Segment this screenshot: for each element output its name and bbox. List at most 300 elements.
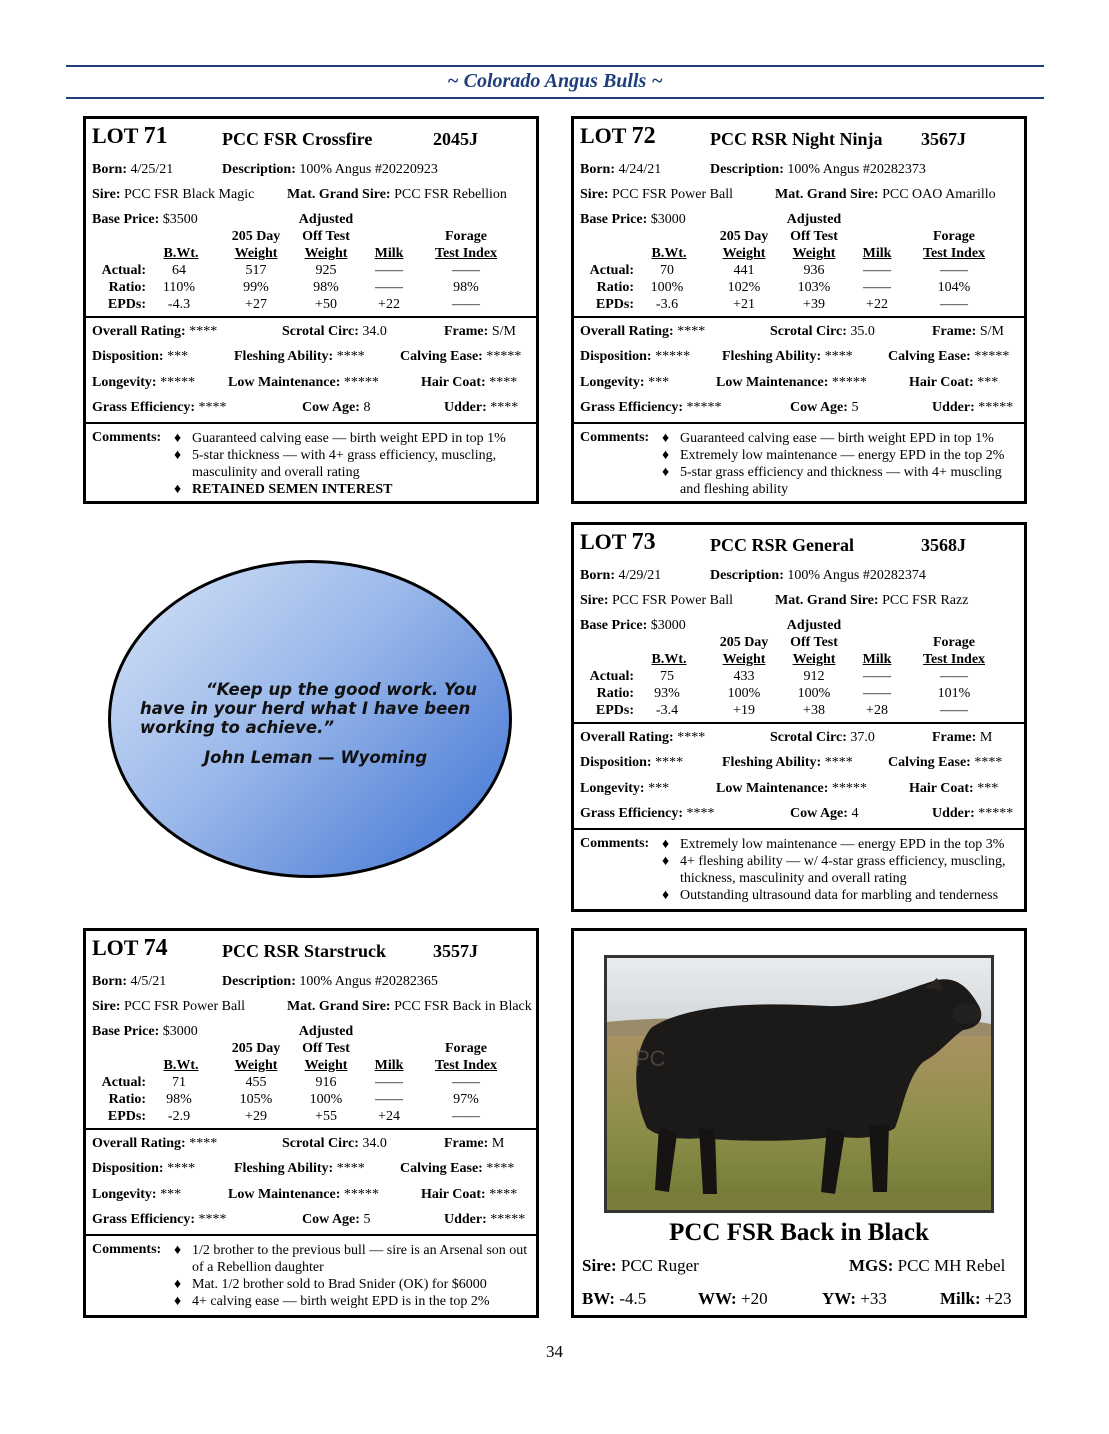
col-bwt: B.Wt. bbox=[163, 246, 199, 261]
rating-value: **** bbox=[489, 375, 518, 390]
rating-overall bbox=[92, 324, 217, 340]
rating-scrotal bbox=[282, 324, 387, 340]
rating-label: Frame: bbox=[444, 324, 489, 339]
rating-value: **** bbox=[189, 324, 218, 339]
rating-value: **** bbox=[198, 1212, 227, 1227]
cell-ratio: 101% bbox=[937, 686, 971, 701]
col-milk: Milk bbox=[862, 246, 892, 261]
rating-fleshing bbox=[722, 755, 853, 771]
cell-epds: +21 bbox=[733, 297, 755, 312]
rating-value: 35.0 bbox=[850, 324, 875, 339]
rating-value: *** bbox=[167, 349, 189, 364]
sire-label: Sire: bbox=[92, 999, 121, 1014]
base-price-value: $3000 bbox=[650, 212, 686, 227]
cell-actual: 75 bbox=[660, 669, 674, 684]
rating-label: Longevity: bbox=[580, 781, 645, 796]
divider bbox=[86, 422, 536, 424]
rating-hair-coat bbox=[909, 375, 998, 391]
rating-fleshing bbox=[722, 349, 853, 365]
sire-label: Sire: bbox=[580, 593, 609, 608]
col-bwt: B.Wt. bbox=[163, 1058, 199, 1073]
col-milk: Milk bbox=[374, 246, 404, 261]
comments-list bbox=[662, 430, 1022, 498]
col-adjusted: Adjusted bbox=[786, 618, 842, 633]
rating-label: Overall Rating: bbox=[92, 324, 186, 339]
col-adjusted-bottom: Weight bbox=[304, 246, 348, 261]
cell-epds: -2.9 bbox=[167, 1109, 191, 1124]
rating-scrotal bbox=[770, 324, 875, 340]
rating-label: Udder: bbox=[932, 806, 975, 821]
description bbox=[222, 162, 438, 178]
cell-epds: +22 bbox=[866, 297, 888, 312]
divider bbox=[86, 1234, 536, 1236]
rating-value: ***** bbox=[655, 349, 691, 364]
cell-actual: 70 bbox=[660, 263, 674, 278]
lot-card bbox=[571, 116, 1027, 504]
rating-value: ***** bbox=[343, 375, 379, 390]
rating-value: *** bbox=[160, 1187, 182, 1202]
sire bbox=[92, 187, 254, 203]
rating-label: Scrotal Circ: bbox=[770, 730, 847, 745]
divider bbox=[86, 1128, 536, 1130]
comment-item bbox=[174, 1242, 534, 1276]
rating-udder bbox=[932, 400, 1013, 416]
sire-value: PCC FSR Power Ball bbox=[612, 593, 733, 608]
rating-value: ***** bbox=[490, 1212, 526, 1227]
rating-label: Overall Rating: bbox=[580, 730, 674, 745]
rating-value: ***** bbox=[974, 349, 1010, 364]
description-value: 100% Angus #20282374 bbox=[787, 568, 926, 583]
rating-longevity bbox=[580, 781, 669, 797]
rating-value: S/M bbox=[979, 324, 1004, 339]
base-price bbox=[92, 1024, 198, 1040]
cell-epds: +22 bbox=[378, 297, 400, 312]
comment-text: RETAINED SEMEN INTEREST bbox=[192, 482, 393, 497]
col-forage-bottom: Test Index bbox=[922, 652, 986, 667]
rating-label: Fleshing Ability: bbox=[234, 1161, 334, 1176]
rating-value: **** bbox=[336, 349, 365, 364]
cell-ratio: 97% bbox=[453, 1092, 479, 1107]
feature-sire-value: PCC Ruger bbox=[620, 1256, 699, 1275]
rating-value: 5 bbox=[851, 400, 859, 415]
cell-epds: +27 bbox=[245, 297, 267, 312]
col-forage-top: Forage bbox=[445, 229, 487, 244]
row-label-ratio: Ratio: bbox=[596, 280, 634, 295]
rating-label: Scrotal Circ: bbox=[770, 324, 847, 339]
comments-label: Comments: bbox=[92, 430, 162, 445]
testimonial-author: John Leman — Wyoming bbox=[204, 748, 428, 767]
rating-grass bbox=[580, 400, 722, 416]
row-label-epds: EPDs: bbox=[107, 1109, 146, 1124]
rating-label: Low Maintenance: bbox=[228, 1187, 341, 1202]
rating-label: Disposition: bbox=[92, 1161, 164, 1176]
sire-value: PCC FSR Power Ball bbox=[124, 999, 245, 1014]
cell-epds: +19 bbox=[733, 703, 755, 718]
rating-label: Scrotal Circ: bbox=[282, 324, 359, 339]
cell-actual: —— bbox=[940, 263, 968, 278]
col-forage-bottom: Test Index bbox=[434, 246, 498, 261]
bull-tag: 3567J bbox=[921, 129, 966, 149]
rating-cow-age bbox=[790, 400, 858, 416]
comment-item bbox=[662, 430, 1022, 447]
feature-sire bbox=[582, 1256, 699, 1276]
feature-mgs-label: MGS: bbox=[849, 1256, 894, 1275]
rating-value: 34.0 bbox=[362, 324, 387, 339]
rating-value: ***** bbox=[831, 375, 867, 390]
rating-label: Fleshing Ability: bbox=[722, 755, 822, 770]
cell-actual: —— bbox=[863, 263, 891, 278]
rating-value: M bbox=[979, 730, 993, 745]
rating-value: **** bbox=[677, 324, 706, 339]
sire-label: Sire: bbox=[92, 187, 121, 202]
col-adjusted-bottom: Weight bbox=[304, 1058, 348, 1073]
col-adjusted: Adjusted bbox=[786, 212, 842, 227]
comments-label: Comments: bbox=[580, 836, 650, 851]
cell-actual: —— bbox=[375, 1075, 403, 1090]
cell-actual: 936 bbox=[803, 263, 825, 278]
cell-ratio: 100% bbox=[650, 280, 684, 295]
base-price bbox=[580, 212, 686, 228]
feature-mgs bbox=[849, 1256, 1005, 1276]
row-label-epds: EPDs: bbox=[595, 703, 634, 718]
born-value: 4/24/21 bbox=[618, 162, 662, 177]
feature-milk bbox=[940, 1289, 1011, 1309]
sire-label: Sire: bbox=[580, 187, 609, 202]
comment-text: 4+ calving ease — birth weight EPD is in the top 2% bbox=[192, 1294, 490, 1309]
rating-value: *** bbox=[977, 375, 999, 390]
rating-value: ***** bbox=[486, 349, 522, 364]
rating-label: Fleshing Ability: bbox=[234, 349, 334, 364]
rating-label: Overall Rating: bbox=[580, 324, 674, 339]
divider bbox=[574, 422, 1024, 424]
rating-cow-age bbox=[302, 400, 370, 416]
bull-photo bbox=[604, 955, 994, 1213]
mat-grand-sire-value: PCC OAO Amarillo bbox=[882, 187, 996, 202]
rating-longevity bbox=[92, 375, 195, 391]
feature-bw bbox=[582, 1289, 646, 1309]
rating-value: **** bbox=[486, 1161, 515, 1176]
rating-label: Cow Age: bbox=[302, 1212, 360, 1227]
born bbox=[580, 568, 661, 584]
rating-label: Hair Coat: bbox=[421, 1187, 486, 1202]
feature-bw-label: BW: bbox=[582, 1289, 616, 1308]
col-205-top: 205 Day bbox=[719, 229, 769, 244]
cell-actual: 441 bbox=[733, 263, 755, 278]
col-offtest: Off Test bbox=[790, 229, 838, 244]
cell-epds: +29 bbox=[245, 1109, 267, 1124]
sire bbox=[580, 187, 733, 203]
rating-label: Longevity: bbox=[580, 375, 645, 390]
cell-epds: +28 bbox=[866, 703, 888, 718]
rating-overall bbox=[580, 730, 705, 746]
rating-value: **** bbox=[490, 400, 519, 415]
feature-yw-label: YW: bbox=[822, 1289, 856, 1308]
born bbox=[92, 974, 166, 990]
feature-mgs-value: PCC MH Rebel bbox=[897, 1256, 1006, 1275]
rating-low-maint bbox=[716, 781, 867, 797]
description-label: Description: bbox=[710, 162, 784, 177]
mat-grand-sire-label: Mat. Grand Sire: bbox=[775, 593, 879, 608]
bull-tag: 3568J bbox=[921, 535, 966, 555]
comment-text: Extremely low maintenance — energy EPD in the top 2% bbox=[680, 448, 1005, 463]
rating-overall bbox=[92, 1136, 217, 1152]
comment-item bbox=[174, 1293, 534, 1310]
feature-sire-label: Sire: bbox=[582, 1256, 617, 1275]
cell-ratio: —— bbox=[375, 280, 403, 295]
lot-number bbox=[92, 935, 168, 962]
rating-value: M bbox=[491, 1136, 505, 1151]
rating-label: Frame: bbox=[932, 730, 977, 745]
col-205-bottom: Weight bbox=[722, 652, 766, 667]
testimonial-quote bbox=[140, 680, 485, 737]
comment-text: 5-star grass efficiency and thickness — with 4+ muscling and fleshing ability bbox=[680, 465, 1002, 497]
col-milk: Milk bbox=[374, 1058, 404, 1073]
mat-grand-sire bbox=[287, 187, 507, 203]
bull-name: PCC RSR Starstruck bbox=[222, 941, 386, 961]
description bbox=[710, 568, 926, 584]
cell-ratio: 93% bbox=[654, 686, 680, 701]
rating-value: ***** bbox=[686, 400, 722, 415]
cell-epds: —— bbox=[940, 297, 968, 312]
comment-item bbox=[174, 447, 534, 481]
rating-label: Longevity: bbox=[92, 1187, 157, 1202]
rating-value: 37.0 bbox=[850, 730, 875, 745]
rating-label: Calving Ease: bbox=[400, 349, 483, 364]
rating-label: Cow Age: bbox=[302, 400, 360, 415]
rating-value: ***** bbox=[978, 806, 1014, 821]
bull-photo-image bbox=[607, 958, 991, 1210]
born-value: 4/29/21 bbox=[618, 568, 662, 583]
rating-value: 8 bbox=[363, 400, 371, 415]
bull-tag: 3557J bbox=[433, 941, 478, 961]
lot-number bbox=[580, 529, 656, 556]
sire-value: PCC FSR Power Ball bbox=[612, 187, 733, 202]
rating-label: Grass Efficiency: bbox=[92, 400, 196, 415]
base-price-label: Base Price: bbox=[580, 212, 648, 227]
cell-actual: —— bbox=[375, 263, 403, 278]
comment-item bbox=[174, 430, 534, 447]
rating-disposition bbox=[580, 755, 683, 771]
bull-name: PCC RSR General bbox=[710, 535, 854, 555]
col-milk: Milk bbox=[862, 652, 892, 667]
diamond-bullet-icon: ♦ bbox=[662, 465, 670, 480]
col-offtest: Off Test bbox=[302, 1041, 350, 1056]
rating-frame bbox=[444, 1136, 504, 1152]
cell-actual: 71 bbox=[172, 1075, 186, 1090]
cell-actual: —— bbox=[452, 263, 480, 278]
col-205-top: 205 Day bbox=[231, 1041, 281, 1056]
cell-ratio: 102% bbox=[727, 280, 761, 295]
rating-value: **** bbox=[489, 1187, 518, 1202]
row-label-epds: EPDs: bbox=[595, 297, 634, 312]
rating-grass bbox=[92, 1212, 227, 1228]
rating-scrotal bbox=[282, 1136, 387, 1152]
rating-value: S/M bbox=[491, 324, 516, 339]
rating-label: Cow Age: bbox=[790, 400, 848, 415]
rating-hair-coat bbox=[421, 375, 517, 391]
rating-value: 5 bbox=[363, 1212, 371, 1227]
row-label-actual: Actual: bbox=[101, 1075, 146, 1090]
rating-label: Low Maintenance: bbox=[716, 781, 829, 796]
rating-value: ***** bbox=[978, 400, 1014, 415]
divider bbox=[574, 722, 1024, 724]
rating-udder bbox=[444, 400, 518, 416]
rating-low-maint bbox=[228, 375, 379, 391]
cell-actual: 912 bbox=[803, 669, 825, 684]
feature-bull-card bbox=[571, 928, 1027, 1318]
comment-text: Mat. 1/2 brother sold to Brad Snider (OK) for $6000 bbox=[192, 1277, 487, 1292]
cell-ratio: 104% bbox=[937, 280, 971, 295]
rating-label: Fleshing Ability: bbox=[722, 349, 822, 364]
cell-ratio: —— bbox=[375, 1092, 403, 1107]
col-forage-top: Forage bbox=[933, 229, 975, 244]
rating-value: 34.0 bbox=[362, 1136, 387, 1151]
row-label-epds: EPDs: bbox=[107, 297, 146, 312]
comments-list bbox=[174, 1242, 534, 1310]
comment-text: 4+ fleshing ability — w/ 4-star grass efficiency, muscling, thickness, masculinity and overall rating bbox=[680, 854, 1006, 886]
col-adjusted-bottom: Weight bbox=[792, 246, 836, 261]
divider bbox=[574, 316, 1024, 318]
col-forage-top: Forage bbox=[933, 635, 975, 650]
rating-value: ***** bbox=[160, 375, 196, 390]
diamond-bullet-icon: ♦ bbox=[662, 854, 670, 869]
divider bbox=[86, 316, 536, 318]
rating-value: ***** bbox=[831, 781, 867, 796]
comments-list bbox=[174, 430, 534, 498]
rating-label: Disposition: bbox=[92, 349, 164, 364]
rating-grass bbox=[92, 400, 227, 416]
col-adjusted-bottom: Weight bbox=[792, 652, 836, 667]
feature-bw-value: -4.5 bbox=[619, 1289, 647, 1308]
rating-cow-age bbox=[302, 1212, 370, 1228]
comment-item bbox=[662, 464, 1022, 498]
sire-value: PCC FSR Black Magic bbox=[124, 187, 255, 202]
born-value: 4/25/21 bbox=[130, 162, 174, 177]
description-value: 100% Angus #20220923 bbox=[299, 162, 438, 177]
rating-label: Overall Rating: bbox=[92, 1136, 186, 1151]
rating-label: Calving Ease: bbox=[888, 349, 971, 364]
diamond-bullet-icon: ♦ bbox=[174, 482, 182, 497]
rating-label: Grass Efficiency: bbox=[580, 400, 684, 415]
cell-epds: +38 bbox=[803, 703, 825, 718]
rating-fleshing bbox=[234, 349, 365, 365]
feature-bull-name: PCC FSR Back in Black bbox=[669, 1219, 929, 1246]
row-label-ratio: Ratio: bbox=[596, 686, 634, 701]
comment-text: Guaranteed calving ease — birth weight EPD in top 1% bbox=[680, 431, 994, 446]
lot-number bbox=[580, 123, 656, 150]
mat-grand-sire bbox=[287, 999, 532, 1015]
rating-label: Calving Ease: bbox=[400, 1161, 483, 1176]
cell-actual: 64 bbox=[172, 263, 186, 278]
cell-ratio: 98% bbox=[453, 280, 479, 295]
comment-item bbox=[662, 447, 1022, 464]
mat-grand-sire-label: Mat. Grand Sire: bbox=[287, 187, 391, 202]
cell-epds: -4.3 bbox=[167, 297, 191, 312]
comments-items bbox=[174, 430, 534, 498]
col-205-top: 205 Day bbox=[719, 635, 769, 650]
rating-value: **** bbox=[336, 1161, 365, 1176]
row-label-actual: Actual: bbox=[101, 263, 146, 278]
cell-epds: —— bbox=[452, 1109, 480, 1124]
description-label: Description: bbox=[222, 974, 296, 989]
base-price bbox=[580, 618, 686, 634]
mat-grand-sire-label: Mat. Grand Sire: bbox=[775, 187, 879, 202]
rating-calving bbox=[400, 349, 521, 365]
comment-item bbox=[174, 1276, 534, 1293]
rating-hair-coat bbox=[421, 1187, 517, 1203]
bull-name: PCC RSR Night Ninja bbox=[710, 129, 883, 149]
rating-label: Hair Coat: bbox=[909, 781, 974, 796]
cell-epds: -3.6 bbox=[655, 297, 679, 312]
lot-card bbox=[571, 522, 1027, 912]
rating-value: **** bbox=[677, 730, 706, 745]
rating-label: Udder: bbox=[444, 400, 487, 415]
rating-disposition bbox=[92, 1161, 195, 1177]
feature-ww-label: WW: bbox=[698, 1289, 737, 1308]
cell-actual: —— bbox=[452, 1075, 480, 1090]
rating-frame bbox=[932, 324, 1004, 340]
cell-epds: +55 bbox=[315, 1109, 337, 1124]
row-label-actual: Actual: bbox=[589, 263, 634, 278]
mat-grand-sire-label: Mat. Grand Sire: bbox=[287, 999, 391, 1014]
rating-longevity bbox=[92, 1187, 181, 1203]
col-offtest: Off Test bbox=[302, 229, 350, 244]
rating-value: **** bbox=[167, 1161, 196, 1176]
lot-label: LOT bbox=[92, 123, 139, 148]
diamond-bullet-icon: ♦ bbox=[662, 448, 670, 463]
rating-label: Udder: bbox=[932, 400, 975, 415]
comment-item bbox=[174, 481, 534, 498]
description bbox=[222, 974, 438, 990]
cell-ratio: 100% bbox=[309, 1092, 343, 1107]
col-bwt: B.Wt. bbox=[651, 246, 687, 261]
cell-ratio: 99% bbox=[243, 280, 269, 295]
col-bwt: B.Wt. bbox=[651, 652, 687, 667]
page-header-title: ~ Colorado Angus Bulls ~ bbox=[447, 70, 663, 92]
description-label: Description: bbox=[222, 162, 296, 177]
cell-ratio: 110% bbox=[162, 280, 196, 295]
rating-label: Cow Age: bbox=[790, 806, 848, 821]
rating-calving bbox=[888, 755, 1002, 771]
description-label: Description: bbox=[710, 568, 784, 583]
comment-text: Extremely low maintenance — energy EPD in the top 3% bbox=[680, 837, 1005, 852]
rating-label: Hair Coat: bbox=[421, 375, 486, 390]
mat-grand-sire bbox=[775, 593, 968, 609]
col-205-bottom: Weight bbox=[234, 1058, 278, 1073]
diamond-bullet-icon: ♦ bbox=[174, 448, 182, 463]
col-adjusted: Adjusted bbox=[298, 212, 354, 227]
cell-epds: +24 bbox=[378, 1109, 400, 1124]
rating-fleshing bbox=[234, 1161, 365, 1177]
comments-list bbox=[662, 836, 1022, 904]
cell-epds: +39 bbox=[803, 297, 825, 312]
rating-disposition bbox=[92, 349, 188, 365]
rating-label: Frame: bbox=[444, 1136, 489, 1151]
cell-ratio: 105% bbox=[239, 1092, 273, 1107]
rating-value: **** bbox=[974, 755, 1003, 770]
diamond-bullet-icon: ♦ bbox=[174, 1277, 182, 1292]
sire bbox=[92, 999, 245, 1015]
diamond-bullet-icon: ♦ bbox=[174, 431, 182, 446]
cell-actual: —— bbox=[863, 669, 891, 684]
cell-ratio: 100% bbox=[797, 686, 831, 701]
rating-udder bbox=[444, 1212, 525, 1228]
rating-value: **** bbox=[824, 755, 853, 770]
cell-ratio: 98% bbox=[166, 1092, 192, 1107]
rating-grass bbox=[580, 806, 715, 822]
rating-frame bbox=[932, 730, 992, 746]
lot-number bbox=[92, 123, 168, 150]
